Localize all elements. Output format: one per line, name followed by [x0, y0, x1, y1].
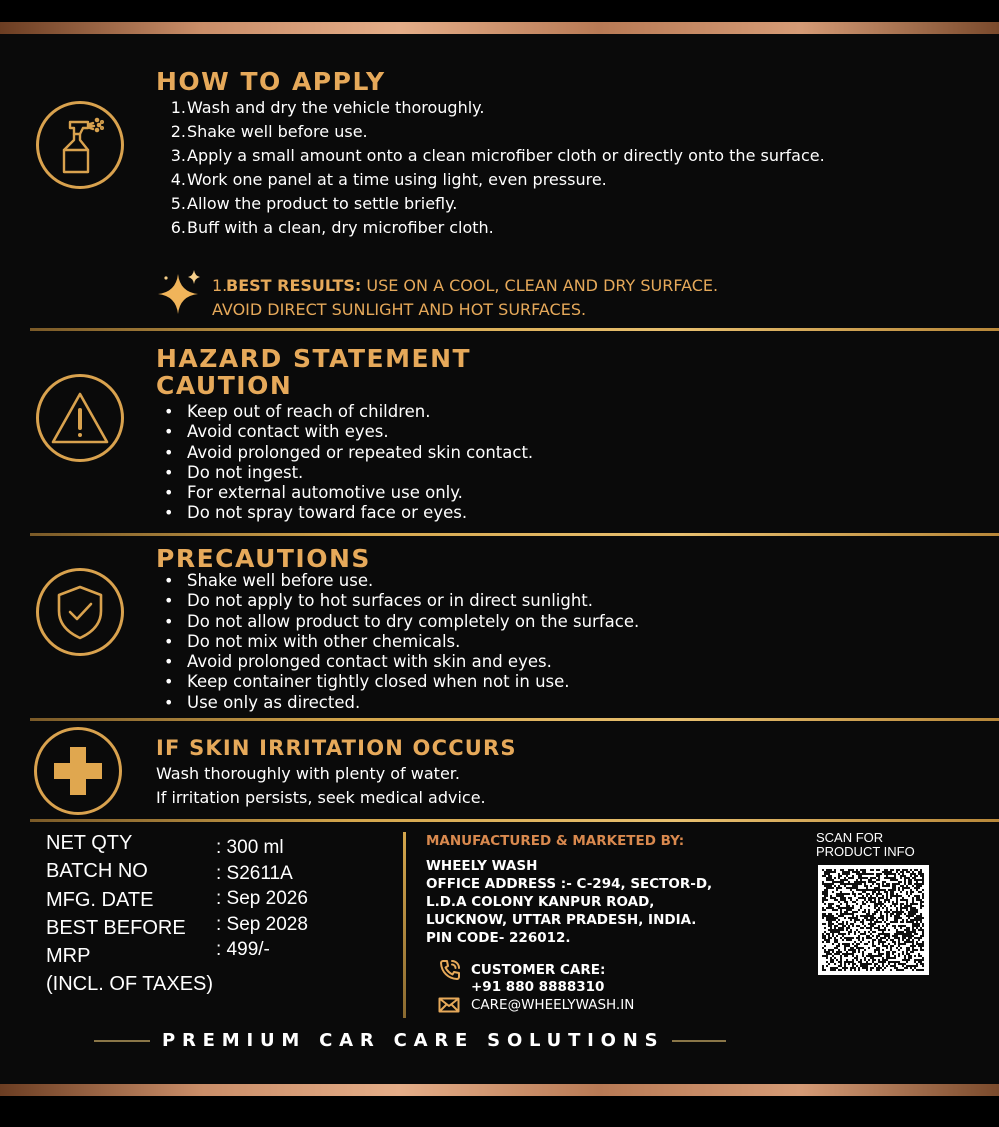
- section-divider: [30, 533, 999, 536]
- list-item: • Avoid contact with eyes.: [164, 422, 389, 442]
- list-item: 3. Apply a small amount onto a clean microfiber cloth or directly onto the surface.: [170, 146, 825, 165]
- skin-irritation-text: Wash thoroughly with plenty of water. If irritation persists, seek medical advice.: [156, 764, 486, 807]
- manufacturer-address: WHEELY WASH OFFICE ADDRESS :- C-294, SECTOR-D, L.D.A COLONY KANPUR ROAD, LUCKNOW, UTTAR PRADESH, INDIA. PIN CODE- 226012.: [426, 858, 713, 946]
- list-item: 4. Work one panel at a time using light, even pressure.: [170, 170, 607, 189]
- medical-cross-icon: [34, 727, 122, 815]
- best-results-tip: 1.BEST RESULTS: USE ON A COOL, CLEAN AND DRY SURFACE. AVOID DIRECT SUNLIGHT AND HOT SURFACES.: [212, 276, 719, 319]
- product-detail-labels: NET QTY BATCH NO MFG. DATE BEST BEFORE MRP (INCL. OF TAXES): [46, 832, 214, 996]
- phone-icon: [438, 958, 462, 986]
- scan-label: SCAN FOR PRODUCT INFO: [816, 830, 915, 859]
- manufacturer-title: MANUFACTURED & MARKETED BY:: [426, 833, 685, 849]
- list-item: • Do not mix with other chemicals.: [164, 631, 461, 651]
- mail-icon: [438, 997, 460, 1017]
- list-item: • Do not spray toward face or eyes.: [164, 503, 468, 523]
- email-link[interactable]: CARE@WHEELYWASH.IN: [471, 997, 635, 1013]
- shield-check-icon: [36, 568, 124, 656]
- list-item: • Keep container tightly closed when not in use.: [164, 672, 570, 692]
- list-item: • Use only as directed.: [164, 692, 361, 712]
- spray-bottle-icon: [36, 101, 124, 189]
- apply-steps-list: [166, 96, 836, 240]
- bottom-copper-band: [0, 1084, 999, 1096]
- section-divider: [30, 819, 999, 822]
- footer-tagline: PREMIUM CAR CARE SOLUTIONS: [162, 1030, 665, 1051]
- how-to-apply-title: HOW TO APPLY: [156, 67, 386, 96]
- hazard-list: [164, 402, 533, 524]
- list-item: 2. Shake well before use.: [170, 122, 368, 141]
- footer-rule-left: [94, 1040, 150, 1042]
- skin-irritation-title: IF SKIN IRRITATION OCCURS: [156, 736, 517, 760]
- product-detail-values: : 300 ml : S2611A : Sep 2026 : Sep 2028 : 499/-: [216, 837, 308, 960]
- qr-code[interactable]: [818, 865, 929, 975]
- section-divider: [30, 718, 999, 721]
- precautions-title: PRECAUTIONS: [156, 544, 371, 573]
- vertical-divider: [403, 832, 406, 1018]
- list-item: 6. Buff with a clean, dry microfiber cloth.: [170, 218, 494, 237]
- list-item: • Do not apply to hot surfaces or in direct sunlight.: [164, 591, 594, 611]
- list-item: 1. Wash and dry the vehicle thoroughly.: [170, 98, 485, 117]
- section-divider: [30, 328, 999, 331]
- footer-rule-right: [672, 1040, 726, 1042]
- top-copper-band: [0, 22, 999, 34]
- precautions-list: [164, 571, 639, 713]
- list-item: 5. Allow the product to settle briefly.: [170, 194, 458, 213]
- list-item: • Avoid prolonged or repeated skin contact.: [164, 442, 534, 462]
- list-item: • Do not ingest.: [164, 462, 304, 482]
- sparkle-icon: [158, 270, 204, 321]
- warning-triangle-icon: [36, 374, 124, 462]
- caution-title: CAUTION: [156, 371, 293, 400]
- list-item: • Avoid prolonged contact with skin and eyes.: [164, 652, 552, 672]
- list-item: • Do not allow product to dry completely on the surface.: [164, 611, 640, 631]
- list-item: • For external automotive use only.: [164, 483, 463, 503]
- list-item: • Shake well before use.: [164, 571, 374, 590]
- hazard-title: HAZARD STATEMENT: [156, 344, 472, 373]
- list-item: • Keep out of reach of children.: [164, 402, 431, 421]
